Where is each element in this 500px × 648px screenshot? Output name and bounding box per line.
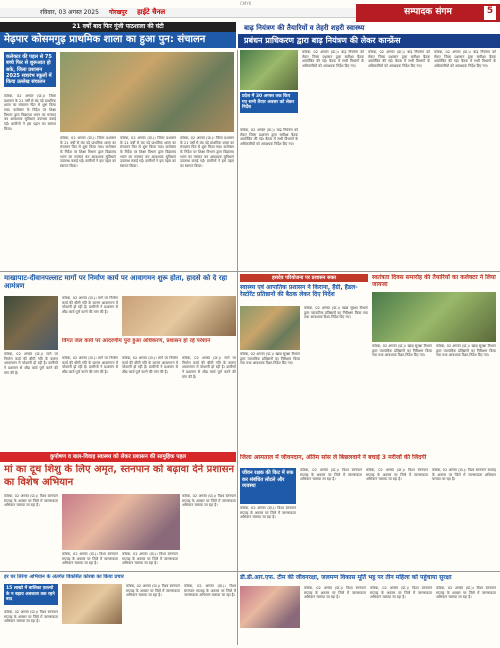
- story5-body-col1: कोरबा, 02 अगस्त (प्रा.)। विश्व स्तनपान सप्ताह के अवसर पर जिले में जागरूकता अभियान चलाया जा रहा है।: [4, 494, 58, 508]
- story1-highlight-box: [4, 52, 56, 92]
- story1-body-col2: कोरबा, 02 अगस्त (प्रा.)। जिला प्रशासन के 21 वर्षों से बंद पड़े प्राथमिक शाला का संचालन फिर से शुरू किया गया। कलेक्टर के निर्देश पर शिक्षा विभाग द्वारा विद्यालय भवन का मरम्मत कर आवश्यक सुविधाएं उपलब्ध कराई गईं। ग्रामीणों ने इस पहल का स्वागत किया।: [60, 136, 116, 169]
- story5-headline: मां का दूध शिशु के लिए अमृत, स्तनपान को बढ़ावा देने प्रशासन का विशेष अभियान: [4, 464, 235, 488]
- story2-body-col4: कोरबा, 02 अगस्त (प्रा.)। बाढ़ नियंत्रण को लेकर जिला प्रशासन द्वारा समीक्षा बैठक आयोजित की गई। बैठक में सभी विभागों के अधिकारियों को आवश्यक निर्देश दिए गए।: [434, 50, 496, 69]
- story4-side-body-col1: कोरबा, 02 अगस्त (प्रा.)। खाद्य सुरक्षा विभाग द्वारा व्यापारिक प्रतिष्ठानों का निरीक्षण किया गया तथा आवश्यक दिशा-निर्देश दिए गए।: [372, 344, 432, 358]
- row-divider-1: [0, 271, 500, 272]
- story2-kicker: बाढ़ नियंत्रण की तैयारियों व तेहरी शहरी स्वास्थ्य: [238, 22, 500, 34]
- story7-body-col1: कोरबा, 02 अगस्त (प्रा.)। विश्व स्तनपान सप्ताह के अवसर पर जिले में जागरूकता अभियान चलाया जा रहा है।: [304, 586, 366, 600]
- story7-headline: डी.डी.आर.एफ. टीम की जीवनरक्षा, जलमग्न विकास मूर्ति भट्ठ पर तीन महिला को पहुंचाया सुरक्षा: [240, 574, 452, 581]
- story7-left-highlight: 15 लाखो में बालिका फ़ाल्यो के न बहाव अवकाश तक रहने बाद: [4, 584, 58, 605]
- issue-date: रविवार, 03 अगस्त 2025: [40, 8, 99, 16]
- story7-body-col3: कोरबा, 02 अगस्त (प्रा.)। विश्व स्तनपान सप्ताह के अवसर पर जिले में जागरूकता अभियान चलाया जा रहा है।: [436, 586, 496, 600]
- issue-city: गोरखपुर: [108, 8, 128, 16]
- story3-body-col5: कोरबा, 02 अगस्त (प्रा.)। मार्ग पर निर्माण कार्य की धीमी गति के कारण आवागमन में परेशानी हो रही है। ग्रामीणों ने प्रशासन से शीघ्र कार्य पूर्ण करने की मांग की है।: [182, 356, 236, 379]
- date-bar: [0, 8, 356, 18]
- story7-left-kicker: हर घर तिरंगा अभियान के अंतर्गत विकसित कोरबा का किया प्रचार: [4, 574, 124, 580]
- story5-photo: [62, 494, 180, 550]
- story7-body-col2: कोरबा, 02 अगस्त (प्रा.)। विश्व स्तनपान सप्ताह के अवसर पर जिले में जागरूकता अभियान चलाया जा रहा है।: [370, 586, 432, 600]
- story1-photo-group: [60, 52, 234, 132]
- story7-left-body-col2: कोरबा, 02 अगस्त (प्रा.)। विश्व स्तनपान सप्ताह के अवसर पर जिले में जागरूकता अभियान चलाया जा रहा है।: [126, 584, 180, 598]
- story6-headline: जिला अस्पताल में जीवनदान, अंतिम सांस ले बिछलवाने ने बचाई 3 मरीजों की जिंदगी: [240, 454, 427, 461]
- story7-left-photo: [62, 584, 122, 624]
- section-tab: [356, 4, 500, 22]
- story1-kicker: 21 वर्षों बाद फिर गूंजी पाठशाला की घंटी: [0, 22, 236, 32]
- story2-photo: [240, 50, 298, 90]
- story1-body-col1: कोरबा, 02 अगस्त (प्रा.)। जिला प्रशासन के 21 वर्षों से बंद पड़े प्राथमिक शाला का संचालन फिर से शुरू किया गया। कलेक्टर के निर्देश पर शिक्षा विभाग द्वारा विद्यालय भवन का मरम्मत कर आवश्यक सुविधाएं उपलब्ध कराई गईं। ग्रामीणों ने इस पहल का स्वागत किया।: [4, 94, 56, 131]
- section-title: सम्पादक संगम: [404, 7, 452, 18]
- story6-body-col4: कोरबा, 02 अगस्त (प्रा.)। विश्व स्तनपान सप्ताह के अवसर पर जिले में जागरूकता अभियान चलाया जा रहा है।: [432, 468, 496, 482]
- story3-body-col4: कोरबा, 02 अगस्त (प्रा.)। मार्ग पर निर्माण कार्य की धीमी गति के कारण आवागमन में परेशानी हो रही है। ग्रामीणों ने प्रशासन से शीघ्र कार्य पूर्ण करने की मांग की है।: [122, 356, 178, 375]
- story5-body-col3: कोरबा, 02 अगस्त (प्रा.)। विश्व स्तनपान सप्ताह के अवसर पर जिले में जागरूकता अभियान चलाया जा रहा है।: [122, 552, 178, 566]
- cmyk-label: CMYK: [240, 1, 252, 6]
- story7-left-body-col3: कोरबा, 02 अगस्त (प्रा.)। विश्व स्तनपान सप्ताह के अवसर पर जिले में जागरूकता अभियान चलाया जा रहा है।: [184, 584, 236, 598]
- brand-name: हाईटे चैनल: [137, 8, 166, 17]
- story3-headline: माखापाट-दीवानपल्लाट मार्गो पर निर्माण कार्य पर आवागमन शुरू होता, हादसे को दे रहा आमंत्रण: [4, 274, 228, 291]
- story1-highlight: कलेक्टर की पहल से 75 बच्चे फिर से शुरूआत हो सके, जिला प्रशासन 2025 सत्रारंभ स्कूलों में किया उल्लेख संचालन: [4, 52, 56, 87]
- story1-body-col4: कोरबा, 02 अगस्त (प्रा.)। जिला प्रशासन के 21 वर्षों से बंद पड़े प्राथमिक शाला का संचालन फिर से शुरू किया गया। कलेक्टर के निर्देश पर शिक्षा विभाग द्वारा विद्यालय भवन का मरम्मत कर आवश्यक सुविधाएं उपलब्ध कराई गईं। ग्रामीणों ने इस पहल का स्वागत किया।: [180, 136, 234, 169]
- story3-photo: [4, 296, 58, 350]
- story4-headline: स्वास्थ्य एवं आपातिक प्रशासन ने किराना, हैंग्री, हैंडल-रेस्टोरेंट प्रतिष्ठानों की बैठक लेकर दिए निर्देश: [240, 284, 358, 299]
- story1-body-col3: कोरबा, 02 अगस्त (प्रा.)। जिला प्रशासन के 21 वर्षों से बंद पड़े प्राथमिक शाला का संचालन फिर से शुरू किया गया। कलेक्टर के निर्देश पर शिक्षा विभाग द्वारा विद्यालय भवन का मरम्मत कर आवश्यक सुविधाएं उपलब्ध कराई गईं। ग्रामीणों ने इस पहल का स्वागत किया।: [120, 136, 176, 169]
- story4-side-headline: स्वतंत्रता दिवस समारोह की तैयारियों का कलेक्टर ने लिया जायजा: [372, 274, 496, 289]
- story4-body-col2: कोरबा, 02 अगस्त (प्रा.)। खाद्य सुरक्षा विभाग द्वारा व्यापारिक प्रतिष्ठानों का निरीक्षण किया गया तथा आवश्यक दिशा-निर्देश दिए गए।: [304, 306, 368, 320]
- story4-photo: [240, 306, 300, 350]
- story4-side-body-col2: कोरबा, 02 अगस्त (प्रा.)। खाद्य सुरक्षा विभाग द्वारा व्यापारिक प्रतिष्ठानों का निरीक्षण किया गया तथा आवश्यक दिशा-निर्देश दिए गए।: [436, 344, 496, 358]
- story3-body-col3: कोरबा, 02 अगस्त (प्रा.)। मार्ग पर निर्माण कार्य की धीमी गति के कारण आवागमन में परेशानी हो रही है। ग्रामीणों ने प्रशासन से शीघ्र कार्य पूर्ण करने की मांग की है।: [62, 356, 118, 375]
- story6-body-col1: कोरबा, 02 अगस्त (प्रा.)। विश्व स्तनपान सप्ताह के अवसर पर जिले में जागरूकता अभियान चलाया जा रहा है।: [240, 506, 296, 520]
- story5-body-col2: कोरबा, 02 अगस्त (प्रा.)। विश्व स्तनपान सप्ताह के अवसर पर जिले में जागरूकता अभियान चलाया जा रहा है।: [62, 552, 118, 566]
- story5-body-col4: कोरबा, 02 अगस्त (प्रा.)। विश्व स्तनपान सप्ताह के अवसर पर जिले में जागरूकता अभियान चलाया जा रहा है।: [182, 494, 236, 508]
- story7-left-highlight-box: [4, 584, 58, 608]
- story5-strip: कुपोषण व बाल-विवाह स्वास्थ्य को लेकर प्रशासन की सामुहिक पहल: [0, 452, 236, 462]
- story4-kicker: हसदेव परियोजना पर प्रशासन सक्त: [240, 274, 368, 282]
- story7-photo: [240, 586, 300, 628]
- story2-body-col2: कोरबा, 02 अगस्त (प्रा.)। बाढ़ नियंत्रण को लेकर जिला प्रशासन द्वारा समीक्षा बैठक आयोजित की गई। बैठक में सभी विभागों के अधिकारियों को आवश्यक निर्देश दिए गए।: [302, 50, 364, 69]
- story7-left-body-col1: कोरबा, 02 अगस्त (प्रा.)। विश्व स्तनपान सप्ताह के अवसर पर जिले में जागरूकता अभियान चलाया जा रहा है।: [4, 610, 58, 624]
- story2-highlight-box: [240, 92, 298, 126]
- story3-body-col2: कोरबा, 02 अगस्त (प्रा.)। मार्ग पर निर्माण कार्य की धीमी गति के कारण आवागमन में परेशानी हो रही है। ग्रामीणों ने प्रशासन से शीघ्र कार्य पूर्ण करने की मांग की है।: [62, 296, 118, 315]
- story6-body-col3: कोरबा, 02 अगस्त (प्रा.)। विश्व स्तनपान सप्ताह के अवसर पर जिले में जागरूकता अभियान चलाया जा रहा है।: [366, 468, 428, 482]
- story4-body-col1: कोरबा, 02 अगस्त (प्रा.)। खाद्य सुरक्षा विभाग द्वारा व्यापारिक प्रतिष्ठानों का निरीक्षण किया गया तथा आवश्यक दिशा-निर्देश दिए गए।: [240, 352, 300, 366]
- story2-highlight: प्रदेश में 30 अगस्त तक किए गए सभी तैयार अवसर को लेकर निर्देश: [240, 92, 298, 113]
- page-number: 5: [484, 6, 496, 20]
- row-divider-2: [0, 571, 500, 572]
- story3-inset-headline: विगत जल कार्य पर आदरणीय पुरा हुआ अधिकरण, प्रशासन हो रहे परेशान: [62, 338, 211, 344]
- story4-side-photo: [372, 292, 496, 342]
- story2-body-col1: कोरबा, 02 अगस्त (प्रा.)। बाढ़ नियंत्रण को लेकर जिला प्रशासन द्वारा समीक्षा बैठक आयोजित की गई। बैठक में सभी विभागों के अधिकारियों को आवश्यक निर्देश दिए गए।: [240, 128, 298, 147]
- story2-headline: प्रबंधन प्राधिकरण द्वारा बाढ़ नियंत्रण की लेकर कान्फ्रेंस: [238, 34, 500, 48]
- story3-body-col1: कोरबा, 02 अगस्त (प्रा.)। मार्ग पर निर्माण कार्य की धीमी गति के कारण आवागमन में परेशानी हो रही है। ग्रामीणों ने प्रशासन से शीघ्र कार्य पूर्ण करने की मांग की है।: [4, 352, 58, 375]
- story1-headline: मेढ़पार कोसमगुढ़ प्राथमिक शाला का हुआ पुन: संचालन: [0, 32, 236, 48]
- story2-body-col3: कोरबा, 02 अगस्त (प्रा.)। बाढ़ नियंत्रण को लेकर जिला प्रशासन द्वारा समीक्षा बैठक आयोजित की गई। बैठक में सभी विभागों के अधिकारियों को आवश्यक निर्देश दिए गए।: [368, 50, 430, 69]
- story6-body-col2: कोरबा, 02 अगस्त (प्रा.)। विश्व स्तनपान सप्ताह के अवसर पर जिले में जागरूकता अभियान चलाया जा रहा है।: [300, 468, 362, 482]
- story6-callout: जीवन रक्षक की किट में रुक कर संबंधित लोटले और व्यवस्था: [240, 468, 296, 504]
- column-divider: [237, 50, 238, 645]
- story3-photo2: [122, 296, 236, 336]
